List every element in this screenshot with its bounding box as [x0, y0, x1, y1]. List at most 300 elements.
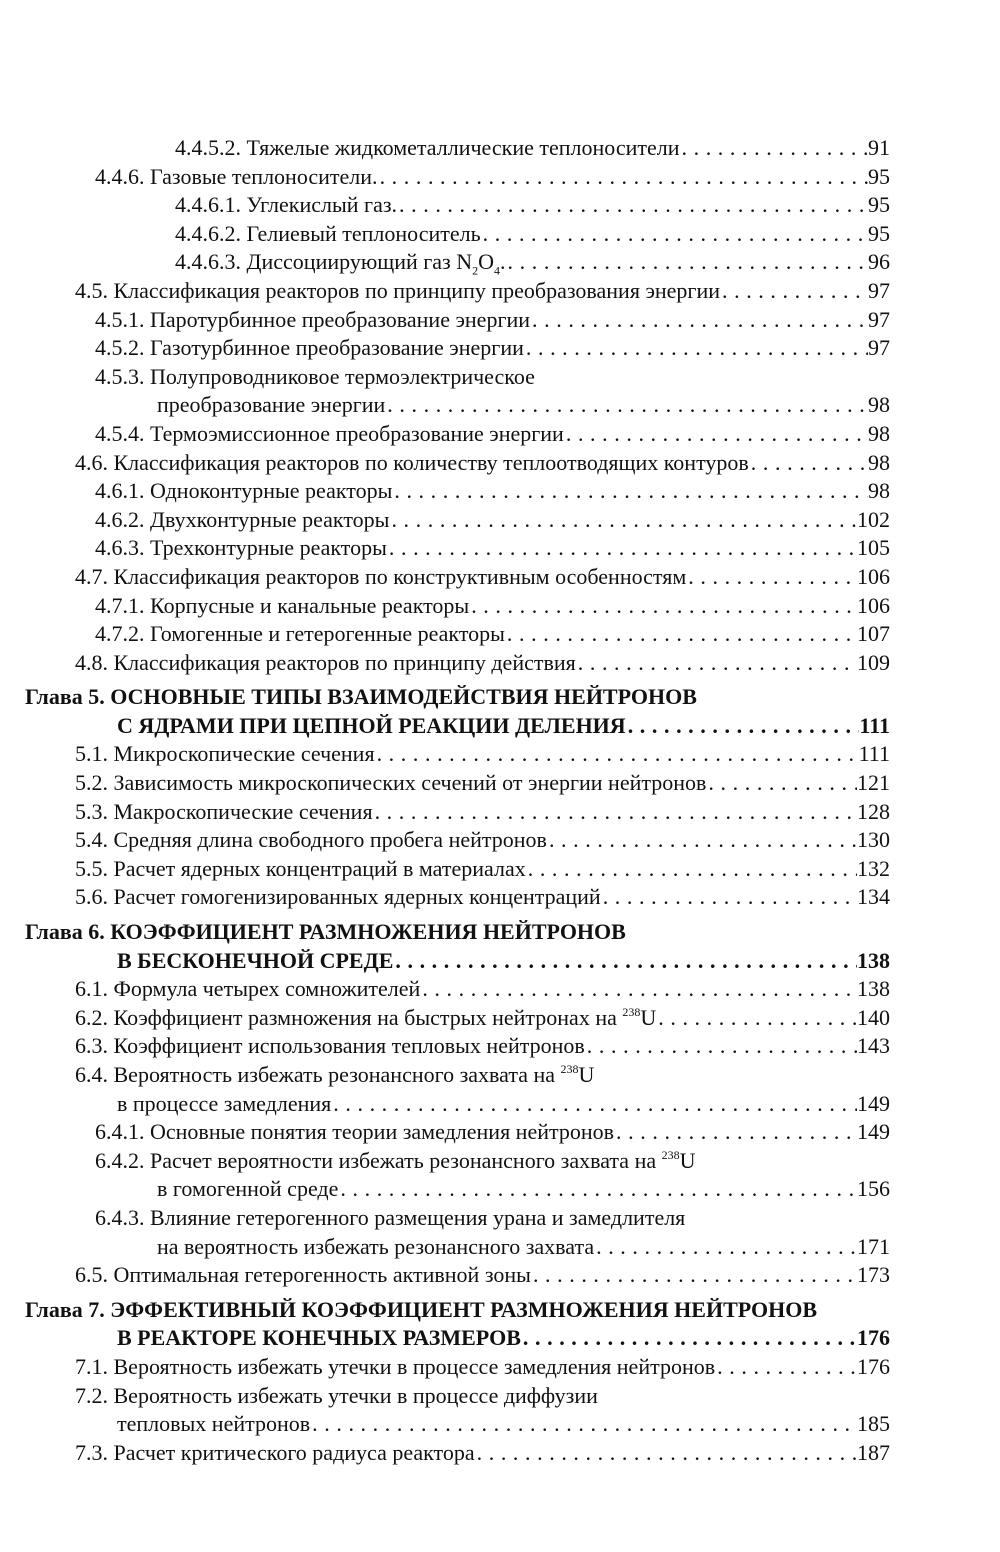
title-text: тепловых нейтронов [117, 1411, 311, 1437]
title-text: в гомогенной среде [157, 1176, 339, 1202]
page-number: 176 [857, 1353, 890, 1379]
entry-number: 6.4.2. [95, 1147, 145, 1173]
title-text: Вероятность избежать резонансного захвата на [113, 1062, 561, 1087]
dot-leader [338, 1175, 857, 1204]
toc-entry[interactable] [0, 1439, 1000, 1468]
page-number: 97 [868, 335, 890, 361]
table-of-contents [0, 134, 1000, 1467]
toc-entry[interactable] [0, 1032, 1000, 1061]
entry-number: 4.4.6.3. [175, 249, 241, 275]
toc-entry[interactable] [0, 1261, 1000, 1290]
toc-line [0, 1353, 1000, 1382]
page-number: 134 [857, 884, 890, 910]
title-text: Классификация реакторов по принципу действия [113, 649, 576, 675]
entry-number: 4.6. [75, 449, 108, 475]
entry-number: 4.6.2. [95, 506, 145, 532]
entry-title [95, 363, 535, 392]
toc-entry[interactable] [0, 1382, 1000, 1439]
title-text: U [578, 1062, 595, 1087]
entry-title [95, 163, 378, 192]
page-number: 96 [868, 249, 890, 275]
toc-line [0, 191, 1000, 220]
entry-number: 6.1. [75, 976, 108, 1002]
toc-entry[interactable] [0, 1118, 1000, 1147]
page-number: 109 [857, 649, 890, 675]
title-text: O [478, 249, 495, 275]
page-number: 106 [857, 592, 890, 618]
toc-entry[interactable] [0, 334, 1000, 363]
toc-line [0, 826, 1000, 855]
toc-entry[interactable] [0, 592, 1000, 621]
toc-line [0, 1090, 1000, 1119]
entry-number: 5.2. [75, 770, 108, 796]
title-text: Углекислый газ. [246, 192, 398, 218]
page-number: 187 [857, 1439, 890, 1465]
title-text: С ЯДРАМИ ПРИ ЦЕПНОЙ РЕАКЦИИ ДЕЛЕНИЯ [117, 712, 626, 738]
toc-line [0, 592, 1000, 621]
page-number: 121 [857, 770, 890, 796]
toc-entry[interactable] [0, 683, 1000, 740]
toc-line [0, 420, 1000, 449]
dot-leader [373, 798, 857, 827]
dot-leader [564, 420, 868, 449]
toc-line [0, 248, 1000, 277]
toc-entry[interactable] [0, 740, 1000, 769]
page-number: 98 [868, 478, 890, 504]
toc-line [0, 1147, 1000, 1176]
dot-leader [614, 1118, 857, 1147]
toc-line [0, 363, 1000, 392]
toc-line [0, 1061, 1000, 1090]
entry-number: 4.4.5.2. [175, 135, 241, 160]
title-text: Влияние гетерогенного размещения урана и замедлителя [150, 1204, 686, 1230]
toc-line [0, 1324, 1000, 1353]
toc-line [0, 740, 1000, 769]
page-number: 98 [868, 420, 890, 446]
entry-number: 4.5.1. [95, 306, 145, 332]
title-text: Расчет критического радиуса реактора [113, 1439, 475, 1465]
toc-line [0, 134, 1000, 163]
entry-title [95, 534, 387, 563]
toc-entry[interactable] [0, 1004, 1000, 1033]
toc-entry[interactable] [0, 449, 1000, 478]
entry-number: 4.5.3. [95, 363, 145, 389]
entry-title [75, 740, 375, 769]
entry-number: 4.8. [75, 649, 108, 675]
entry-title [75, 855, 526, 884]
dot-leader [331, 1090, 857, 1119]
dot-leader [392, 477, 868, 506]
entry-title [75, 975, 420, 1004]
dot-leader [530, 306, 868, 335]
dot-leader [715, 1353, 857, 1382]
entry-title [75, 1032, 585, 1061]
toc-line [0, 1410, 1000, 1439]
toc-line [0, 1175, 1000, 1204]
toc-line [0, 534, 1000, 563]
entry-title [95, 620, 505, 649]
title-text: Коэффициент размножения на быстрых нейтронах на [113, 1004, 623, 1030]
dot-leader [656, 1004, 857, 1033]
title-text: Оптимальная гетерогенность активной зоны [113, 1262, 531, 1288]
title-text: Термоэмиссионное преобразование энергии [150, 420, 564, 446]
entry-title [95, 506, 389, 535]
page-number: 171 [857, 1233, 890, 1259]
title-text: В БЕСКОНЕЧНОЙ СРЕДЕ [117, 947, 394, 973]
subscript: 4 [494, 263, 501, 278]
dot-leader [547, 826, 857, 855]
toc-entry[interactable] [0, 798, 1000, 827]
entry-title [117, 1410, 310, 1439]
title-text: Основные понятия теории замедления нейтронов [150, 1119, 615, 1145]
title-text: Классификация реакторов по конструктивным особенностям [113, 563, 687, 589]
toc-line [0, 477, 1000, 506]
page-number: 156 [857, 1176, 890, 1202]
entry-title [75, 1382, 598, 1411]
title-text: Вероятность избежать утечки в процессе замедления нейтронов [113, 1353, 716, 1379]
toc-entry[interactable] [0, 306, 1000, 335]
page-number: 138 [857, 976, 890, 1002]
page-number: 173 [857, 1262, 890, 1288]
toc-entry[interactable] [0, 248, 1000, 277]
entry-number: 4.7. [75, 563, 108, 589]
dot-leader [601, 883, 857, 912]
title-text: Тяжелые жидкометаллические теплоносители [246, 135, 680, 160]
entry-number: Глава 6. [25, 919, 105, 945]
entry-title [25, 918, 626, 947]
dot-leader [397, 191, 868, 220]
entry-number: 4.6.1. [95, 478, 145, 504]
page-number: 105 [857, 535, 890, 561]
title-text: Газовые теплоносители. [150, 163, 378, 189]
page-number: 97 [868, 306, 890, 332]
entry-number: 7.2. [75, 1382, 108, 1408]
page-number: 95 [868, 163, 890, 189]
dot-leader [393, 947, 857, 976]
entry-title [75, 769, 706, 798]
page-number: 98 [868, 449, 890, 475]
entry-number: 4.4.6.1. [175, 192, 241, 218]
toc-line [0, 712, 1000, 741]
entry-title [175, 248, 506, 277]
title-text: Макроскопические сечения [113, 798, 373, 824]
dot-leader [310, 1410, 857, 1439]
page-number: 97 [868, 277, 890, 303]
entry-number: 4.6.3. [95, 535, 145, 561]
toc-entry[interactable] [0, 1147, 1000, 1204]
subscript: 2 [472, 263, 479, 278]
toc-entry[interactable] [0, 975, 1000, 1004]
entry-title [75, 649, 576, 678]
title-text: в процессе замедления [117, 1090, 332, 1116]
page-number: 98 [868, 392, 890, 418]
dot-leader [506, 248, 868, 277]
page-number: 111 [858, 741, 890, 767]
toc-line [0, 1118, 1000, 1147]
title-text: Классификация реакторов по принципу преобразования энергии [113, 277, 720, 303]
dot-leader [720, 277, 868, 306]
entry-title [75, 1004, 656, 1033]
toc-line [0, 391, 1000, 420]
entry-title [75, 826, 547, 855]
toc-entry[interactable] [0, 1353, 1000, 1382]
superscript: 238 [560, 1062, 579, 1076]
entry-title [95, 592, 469, 621]
entry-number: 6.4.1. [95, 1119, 145, 1145]
title-text: Расчет ядерных концентраций в материалах [113, 855, 526, 881]
dot-leader [481, 220, 868, 249]
entry-title [175, 220, 481, 249]
toc-line [0, 1233, 1000, 1262]
toc-entry[interactable] [0, 277, 1000, 306]
toc-entry[interactable] [0, 826, 1000, 855]
entry-title [95, 1118, 614, 1147]
toc-entry[interactable] [0, 883, 1000, 912]
toc-line [0, 220, 1000, 249]
title-text: Зависимость микроскопических сечений от энергии нейтронов [113, 770, 707, 796]
page-number: 143 [857, 1033, 890, 1059]
title-text: Паротурбинное преобразование энергии [150, 306, 531, 332]
entry-title [157, 1175, 338, 1204]
page-number: 107 [857, 621, 890, 647]
title-text: Классификация реакторов по количеству теплоотводящих контуров [113, 449, 749, 475]
toc-entry[interactable] [0, 534, 1000, 563]
toc-line [0, 649, 1000, 678]
entry-number: 6.4.3. [95, 1204, 145, 1230]
title-text: Гелиевый теплоноситель [246, 220, 481, 246]
toc-line [0, 975, 1000, 1004]
dot-leader [420, 975, 857, 1004]
title-text: Полупроводниковое термоэлектрическое [150, 363, 535, 389]
entry-number: 4.5.2. [95, 335, 145, 361]
title-text: Средняя длина свободного пробега нейтронов [113, 827, 547, 853]
dot-leader [680, 134, 869, 163]
entry-title [117, 1090, 331, 1119]
toc-line [0, 306, 1000, 335]
page-number: 128 [857, 798, 890, 824]
title-text: Диссоциирующий газ N [246, 249, 473, 275]
page-number: 111 [859, 712, 890, 738]
toc-entry[interactable] [0, 620, 1000, 649]
page-number: 138 [857, 947, 890, 973]
page-number: 132 [857, 855, 890, 881]
title-text: U [640, 1004, 657, 1030]
entry-number: 6.4. [75, 1062, 108, 1087]
entry-number: 4.7.2. [95, 621, 145, 647]
toc-line [0, 620, 1000, 649]
toc-entry[interactable] [0, 769, 1000, 798]
superscript: 238 [622, 1004, 641, 1019]
toc-line [0, 506, 1000, 535]
entry-number: Глава 5. [25, 684, 105, 710]
toc-line [0, 883, 1000, 912]
toc-line [0, 449, 1000, 478]
dot-leader [576, 649, 857, 678]
title-text: Газотурбинное преобразование энергии [150, 335, 524, 361]
entry-title [75, 1061, 594, 1090]
toc-entry[interactable] [0, 477, 1000, 506]
page-number: 106 [857, 563, 890, 589]
toc-entry[interactable] [0, 506, 1000, 535]
entry-number: 4.5.4. [95, 420, 145, 446]
toc-line [0, 1296, 1000, 1325]
title-text: Формула четырех сомножителей [113, 976, 421, 1002]
entry-title [117, 947, 393, 976]
toc-line [0, 163, 1000, 192]
toc-entry[interactable] [0, 420, 1000, 449]
page-number: 95 [868, 220, 890, 246]
entry-title [175, 134, 680, 163]
entry-number: 5.4. [75, 827, 108, 853]
dot-leader [387, 534, 857, 563]
entry-title [95, 334, 524, 363]
entry-title [75, 1439, 475, 1468]
entry-number: 5.5. [75, 855, 108, 881]
entry-title [117, 1324, 521, 1353]
toc-line [0, 334, 1000, 363]
title-text: ЭФФЕКТИВНЫЙ КОЭФФИЦИЕНТ РАЗМНОЖЕНИЯ НЕЙТРОНОВ [110, 1296, 818, 1322]
toc-line [0, 798, 1000, 827]
title-text: Корпусные и канальные реакторы [150, 592, 470, 618]
toc-entry[interactable] [0, 1296, 1000, 1353]
toc-line [0, 769, 1000, 798]
entry-title [75, 1353, 715, 1382]
dot-leader [626, 712, 860, 741]
entry-number: 4.5. [75, 277, 108, 303]
title-text: Гомогенные и гетерогенные реакторы [150, 621, 505, 647]
entry-title [95, 420, 564, 449]
page-number: 95 [868, 192, 890, 218]
title-text: Микроскопические сечения [113, 741, 375, 767]
dot-leader [585, 1032, 857, 1061]
page-number: 140 [857, 1004, 890, 1030]
dot-leader [749, 449, 868, 478]
toc-line [0, 918, 1000, 947]
dot-leader [706, 769, 857, 798]
toc-entry[interactable] [0, 1204, 1000, 1261]
entry-number: 5.1. [75, 741, 108, 767]
toc-entry[interactable] [0, 855, 1000, 884]
entry-title [175, 191, 397, 220]
entry-number: 4.4.6.2. [175, 220, 241, 246]
title-text: Трехконтурные реакторы [150, 535, 387, 561]
toc-entry[interactable] [0, 134, 1000, 163]
entry-number: 4.7.1. [95, 592, 145, 618]
page-number: 130 [857, 827, 890, 853]
dot-leader [521, 1324, 857, 1353]
toc-line [0, 277, 1000, 306]
toc-line [0, 683, 1000, 712]
title-text: преобразование энергии [157, 392, 386, 418]
page-number: 91 [868, 135, 890, 160]
entry-title [75, 277, 720, 306]
entry-title [95, 306, 530, 335]
entry-number: Глава 7. [25, 1296, 105, 1322]
entry-title [75, 449, 749, 478]
toc-line [0, 1439, 1000, 1468]
toc-line [0, 1204, 1000, 1233]
toc-entry[interactable] [0, 191, 1000, 220]
title-text: Двухконтурные реакторы [150, 506, 390, 532]
dot-leader [375, 740, 859, 769]
dot-leader [385, 391, 868, 420]
title-text: U [679, 1147, 696, 1173]
page-number: 176 [857, 1325, 890, 1351]
dot-leader [469, 592, 857, 621]
toc-entry[interactable] [0, 220, 1000, 249]
entry-title [95, 477, 392, 506]
dot-leader [526, 855, 857, 884]
superscript: 238 [661, 1147, 680, 1162]
entry-title [25, 683, 697, 712]
entry-number: 6.3. [75, 1033, 108, 1059]
toc-entry[interactable] [0, 649, 1000, 678]
dot-leader [505, 620, 857, 649]
title-text: ОСНОВНЫЕ ТИПЫ ВЗАИМОДЕЙСТВИЯ НЕЙТРОНОВ [110, 684, 697, 710]
title-text: Коэффициент использования тепловых нейтронов [113, 1033, 585, 1059]
title-text: Одноконтурные реакторы [150, 478, 393, 504]
title-text: Вероятность избежать утечки в процессе диффузии [113, 1382, 598, 1408]
toc-line [0, 855, 1000, 884]
entry-title [117, 712, 626, 741]
dot-leader [594, 1233, 857, 1262]
entry-number: 6.2. [75, 1004, 108, 1030]
toc-entry[interactable] [0, 163, 1000, 192]
page-number: 149 [857, 1090, 890, 1116]
title-text: В РЕАКТОРЕ КОНЕЧНЫХ РАЗМЕРОВ [117, 1325, 521, 1351]
toc-line [0, 1004, 1000, 1033]
toc-line [0, 1261, 1000, 1290]
entry-number: 6.5. [75, 1262, 108, 1288]
entry-title [75, 1261, 531, 1290]
toc-line [0, 1032, 1000, 1061]
entry-number: 7.1. [75, 1353, 108, 1379]
dot-leader [389, 506, 857, 535]
page-number: 185 [857, 1411, 890, 1437]
entry-title [95, 1204, 685, 1233]
entry-number: 7.3. [75, 1439, 108, 1465]
entry-number: 4.4.6. [95, 163, 145, 189]
page-number: 102 [857, 506, 890, 532]
dot-leader [475, 1439, 857, 1468]
title-text: Расчет вероятности избежать резонансного захвата на [150, 1147, 662, 1173]
toc-entry[interactable] [0, 1061, 1000, 1118]
title-text: КОЭФФИЦИЕНТ РАЗМНОЖЕНИЯ НЕЙТРОНОВ [110, 919, 626, 945]
toc-line [0, 1382, 1000, 1411]
toc-entry[interactable] [0, 363, 1000, 420]
entry-title [95, 1147, 696, 1176]
entry-title [157, 1233, 594, 1262]
entry-title [75, 798, 373, 827]
entry-number: 5.6. [75, 884, 108, 910]
dot-leader [686, 563, 857, 592]
entry-title [75, 883, 601, 912]
toc-entry[interactable] [0, 563, 1000, 592]
dot-leader [524, 334, 868, 363]
entry-title [75, 563, 686, 592]
entry-number: 5.3. [75, 798, 108, 824]
dot-leader [378, 163, 868, 192]
toc-line [0, 563, 1000, 592]
page-number: 149 [857, 1119, 890, 1145]
title-text: на вероятность избежать резонансного захвата [157, 1233, 595, 1259]
entry-title [25, 1296, 817, 1325]
toc-entry[interactable] [0, 918, 1000, 975]
toc-line [0, 947, 1000, 976]
title-text: . [500, 249, 506, 275]
entry-title [157, 391, 385, 420]
title-text: Расчет гомогенизированных ядерных концентраций [113, 884, 601, 910]
